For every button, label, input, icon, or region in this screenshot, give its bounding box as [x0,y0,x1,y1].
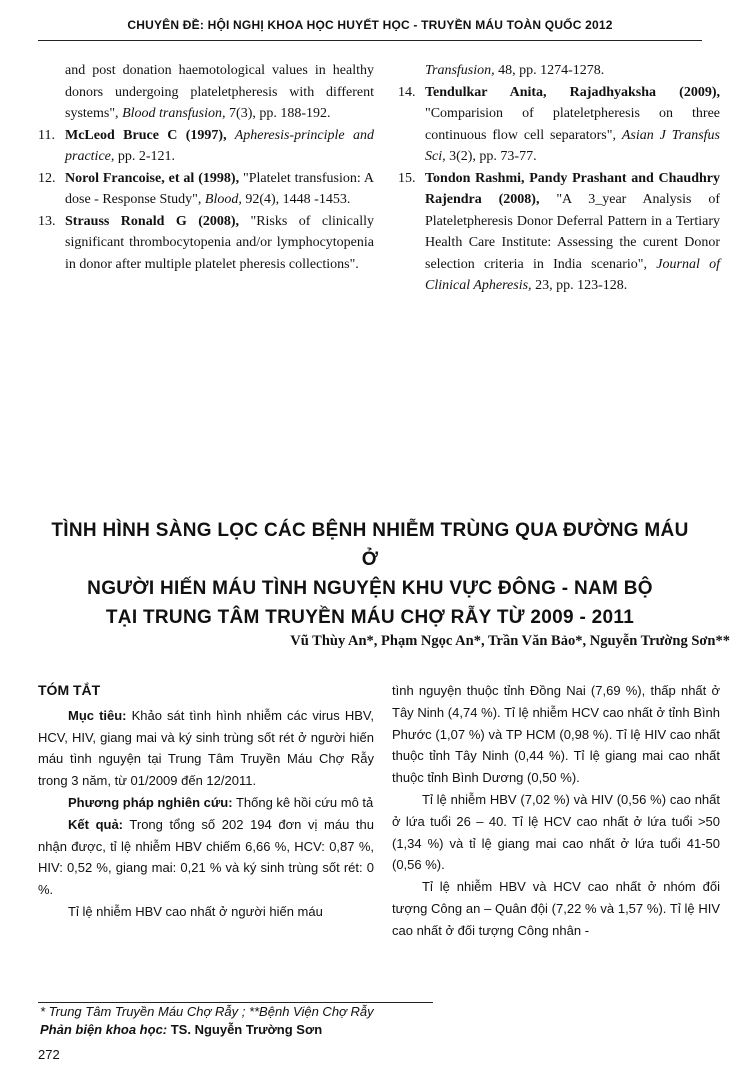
references-left-column [38,60,374,275]
reference-text: "Platelet transfusion: A dose - Response Study", [65,170,374,207]
reference-journal: Blood, [204,192,242,207]
abstract-paragraph: Tỉ lệ nhiễm HBV cao nhất ở người hiến máu [68,903,323,919]
abstract-paragraph: tình nguyện thuộc tỉnh Đồng Nai (7,69 %), thấp nhất ở Tây Ninh (4,74 %). Tỉ lệ nhiễm HCV cao nhất ở tỉnh Bình Phước (1,07 %) và TP HCM (0,98 %). Tỉ lệ HIV cao nhất thuộc tỉnh Tây Ninh (0,44 %). Tỉ lệ giang mai cao nhất thuộc tỉnh Bình Dương (0,50 %). [392,683,720,786]
reference-tail: 7(3), pp. 188-192. [225,106,331,121]
title-line: TÌNH HÌNH SÀNG LỌC CÁC BỆNH NHIỄM TRÙNG QUA ĐƯỜNG MÁU Ở [51,520,689,570]
reference-15 [398,168,720,297]
reference-number: 15. [398,170,416,186]
reviewer-note [40,1021,374,1039]
reviewer-name: TS. Nguyễn Trường Sơn [167,1022,323,1037]
reference-number: 13. [38,213,56,229]
header-rule [38,40,702,41]
reference-tail: pp. 2-121. [114,149,176,164]
abstract-method [38,792,374,814]
results-text: Trong tổng số 202 194 đơn vị máu thu nhận được, tỉ lệ nhiễm HBV chiếm 6,66 %, HCV: 0,87 %, HIV: 0,52 %, giang mai: 0,21 % và ký sinh trùng sốt rét: 0 %. [38,816,374,898]
reference-author: McLeod Bruce C (1997), [65,127,227,143]
abstract-heading: TÓM TẮT [38,682,101,698]
reference-journal: Transfusion, [425,63,495,78]
reference-continuation [398,60,720,82]
footnote [40,1003,374,1039]
reference-author: Norol Francoise, et al (1998), [65,170,240,186]
abstract-paragraph: Tỉ lệ nhiễm HBV và HCV cao nhất ở nhóm đối tượng Công an – Quân đội (7,22 % và 1,57 %). Tỉ lệ HIV cao nhất ở đối tượng Công nhân - [392,879,720,938]
running-header: CHUYÊN ĐỀ: HỘI NGHỊ KHOA HỌC HUYẾT HỌC - TRUYỀN MÁU TOÀN QUỐC 2012 [127,18,613,32]
reference-tail: 92(4), 1448 -1453. [241,192,351,207]
method-label: Phương pháp nghiên cứu: [68,794,233,810]
abstract-left-column [38,680,374,923]
reference-continuation [38,60,374,125]
abstract-right-column [392,680,720,942]
reference-text: "A 3_year Analysis of Plateletpheresis Donor Deferral Pattern in a Tertiary Health Care Institute: Assessing the curent Donor selection criteria in India scenario", [425,192,720,272]
abstract-results [38,814,374,901]
reference-journal: Journal of Clinical Apheresis, [425,256,720,293]
authors-line: Vũ Thùy An*, Phạm Ngọc An*, Trần Văn Bảo*, Nguyễn Trường Sơn** [290,633,730,649]
reference-13 [38,211,374,276]
reference-tail: 3(2), pp. 73-77. [445,149,537,164]
page-number: 272 [38,1047,60,1062]
article-title [50,516,690,632]
reference-11 [38,125,374,168]
affiliation-note: * Trung Tâm Truyền Máu Chợ Rẫy ; **Bệnh Viện Chợ Rẫy [40,1004,374,1019]
reference-journal: Blood transfusion, [122,106,226,121]
objective-label: Mục tiêu: [68,707,127,723]
abstract-objective [38,705,374,792]
reference-12 [38,168,374,211]
reviewer-label: Phản biện khoa học: [40,1022,168,1037]
results-label: Kết quả: [68,816,124,832]
reference-author: Strauss Ronald G (2008), [65,213,240,229]
reference-number: 12. [38,170,56,186]
reference-text: "Risks of clinically significant thrombocytopenia and/or lymphocytopenia in donor after multiple platelet pheresis collections". [65,213,374,272]
reference-journal: Asian J Transfus Sci, [425,127,720,164]
reference-number: 11. [38,127,55,143]
reference-author: Tendulkar Anita, Rajadhyaksha (2009), [425,84,720,100]
reference-tail: 48, pp. 1274-1278. [494,63,605,78]
reference-number: 14. [398,84,416,100]
abstract-paragraph: Tỉ lệ nhiễm HBV (7,02 %) và HIV (0,56 %) cao nhất ở lứa tuổi 26 – 40. Tỉ lệ HCV cao nhất ở lứa tuổi >50 (1,34 %) và tỉ lệ giang mai cao nhất ở lứa tuổi 41-50 (0,56 %). [392,791,720,873]
reference-text: and post donation haemotological values in healthy donors undergoing plateletpheresis with different systems", [65,63,374,121]
reference-title: Apheresis-principle and practice, [65,127,374,164]
references-right-column [398,60,720,297]
reference-tail: 23, pp. 123-128. [531,278,628,293]
method-text: Thống kê hồi cứu mô tả [232,794,374,810]
title-line: NGƯỜI HIẾN MÁU TÌNH NGUYỆN KHU VỰC ĐÔNG - NAM BỘ [87,578,653,599]
reference-14 [398,82,720,168]
objective-text: Khảo sát tình hình nhiễm các virus HBV, HCV, HIV, giang mai và ký sinh trùng sốt rét ở người hiến máu tình nguyện tại Trung Tâm Truyền Máu Chợ Rẫy trong 3 năm, từ 01/2009 đến 12/2011. [38,707,374,789]
reference-text: "Comparision of plateletpheresis on three continuous flow cell separators", [425,106,720,143]
reference-author: Tondon Rashmi, Pandy Prashant and Chaudhry Rajendra (2008), [425,170,720,207]
title-line: TẠI TRUNG TÂM TRUYỀN MÁU CHỢ RẪY TỪ 2009 - 2011 [105,607,635,628]
